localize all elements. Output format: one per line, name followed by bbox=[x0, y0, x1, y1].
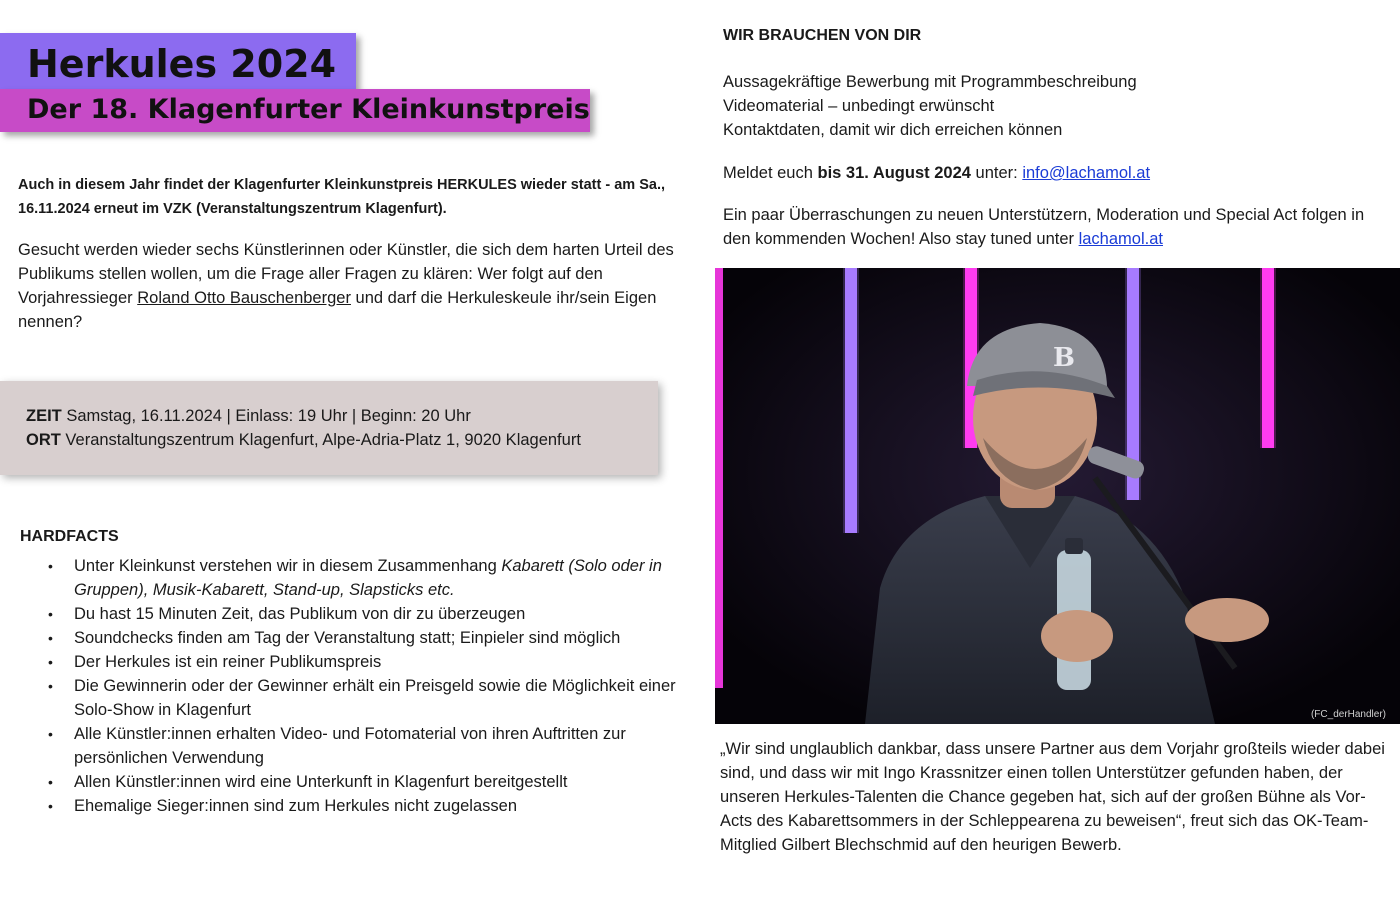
requirement-item: Kontaktdaten, damit wir dich erreichen können bbox=[723, 121, 1063, 139]
list-item: • Du hast 15 Minuten Zeit, das Publikum von dir zu überzeugen bbox=[48, 602, 698, 626]
led-glow bbox=[843, 268, 859, 533]
deadline-line bbox=[723, 161, 1150, 185]
led-glow bbox=[1260, 268, 1276, 448]
hand-right bbox=[1185, 598, 1269, 642]
title-banner bbox=[0, 33, 356, 91]
surprise-paragraph bbox=[723, 203, 1383, 251]
list-item bbox=[48, 554, 698, 602]
body-text-2: und darf die Herkuleskeule ihr/sein Eigen nennen? bbox=[18, 289, 657, 331]
surprise-text: Ein paar Überraschungen zu neuen Unterstützern, Moderation und Special Act folgen in den kommenden Wochen! Also stay tuned unter bbox=[723, 206, 1365, 248]
list-item: • Alle Künstler:innen erhalten Video- und Fotomaterial von ihren Auftritten zur persönlichen Verwendung bbox=[48, 722, 698, 770]
requirement-item: Aussagekräftige Bewerbung mit Programmbeschreibung bbox=[723, 73, 1137, 91]
list-item: • Die Gewinnerin oder der Gewinner erhält ein Preisgeld sowie die Möglichkeit einer Solo-Show in Klagenfurt bbox=[48, 674, 698, 722]
subtitle-banner bbox=[0, 89, 590, 132]
cap-logo: B bbox=[1053, 343, 1075, 373]
body-text-1: Gesucht werden wieder sechs Künstlerinnen oder Künstler, die sich dem harten Urteil des Publikums stellen wollen, um die Frage aller Fragen zu klären: Wer folgt auf den Vorjahressieger bbox=[18, 241, 674, 307]
hardfacts-title: HARDFACTS bbox=[20, 528, 119, 545]
email-link[interactable]: info@lachamol.at bbox=[1022, 164, 1151, 182]
event-info-box bbox=[0, 381, 658, 475]
time-value: Samstag, 16.11.2024 | Einlass: 19 Uhr | Beginn: 20 Uhr bbox=[61, 407, 471, 425]
body-paragraph bbox=[18, 238, 698, 334]
intro-text: Auch in diesem Jahr findet der Klagenfurter Kleinkunstpreis HERKULES wieder statt - am Sa., 16.11.2024 erneut im VZK (Veranstaltungszentrum Klagenfurt). bbox=[18, 177, 666, 217]
deadline-prefix: Meldet euch bbox=[723, 164, 818, 182]
led-bar bbox=[715, 268, 723, 688]
page-title: Herkules 2024 bbox=[27, 42, 337, 86]
quote-paragraph: „Wir sind unglaublich dankbar, dass unsere Partner aus dem Vorjahr großteils wieder dabei sind, und dass wir mit Ingo Krassnitzer einen tollen Unterstützer gefunden haben, der unseren Herkules-Talenten die Chance gegeben hat, sich auf der großen Bühne als Vor-Acts des Kabarettsommers in der Schleppearena zu beweisen“, freut sich das OK-Team-Mitglied Gilbert Blechschmid auf den heurigen Bewerb. bbox=[720, 740, 1385, 854]
photo-credit: (FC_derHandler) bbox=[1310, 709, 1386, 720]
list-item: • Allen Künstler:innen wird eine Unterkunft in Klagenfurt bereitgestellt bbox=[48, 770, 698, 794]
list-item: • Ehemalige Sieger:innen sind zum Herkules nicht zugelassen bbox=[48, 794, 698, 818]
deadline-date: bis 31. August 2024 bbox=[817, 164, 971, 182]
hardfacts-list bbox=[48, 554, 698, 818]
requirement-item: Videomaterial – unbedingt erwünscht bbox=[723, 97, 995, 115]
place-value: Veranstaltungszentrum Klagenfurt, Alpe-Adria-Platz 1, 9020 Klagenfurt bbox=[60, 431, 581, 449]
place-label: ORT bbox=[26, 431, 61, 449]
list-item: • Der Herkules ist ein reiner Publikumspreis bbox=[48, 650, 698, 674]
item-text: Unter Kleinkunst verstehen wir in diesem Zusammenhang bbox=[74, 557, 502, 575]
time-label: ZEIT bbox=[26, 407, 62, 425]
performer-illustration bbox=[715, 268, 1400, 724]
bottle-cap bbox=[1065, 538, 1083, 554]
stage-photo bbox=[715, 268, 1400, 724]
page-subtitle: Der 18. Klagenfurter Kleinkunstpreis bbox=[27, 94, 590, 125]
winner-link[interactable]: Roland Otto Bauschenberger bbox=[137, 289, 351, 307]
requirements-title: WIR BRAUCHEN VON DIR bbox=[723, 27, 922, 44]
requirements-list bbox=[723, 70, 1137, 142]
website-link[interactable]: lachamol.at bbox=[1078, 230, 1163, 248]
deadline-middle: unter: bbox=[970, 164, 1023, 182]
place-row bbox=[26, 428, 658, 452]
list-item: • Soundchecks finden am Tag der Veranstaltung statt; Einpieler sind möglich bbox=[48, 626, 698, 650]
time-row bbox=[26, 404, 658, 428]
item-italic-text: Kabarett (Solo oder in Gruppen), Musik-Kabarett, Stand-up, Slapsticks etc. bbox=[74, 557, 662, 599]
hand-left bbox=[1041, 610, 1113, 662]
